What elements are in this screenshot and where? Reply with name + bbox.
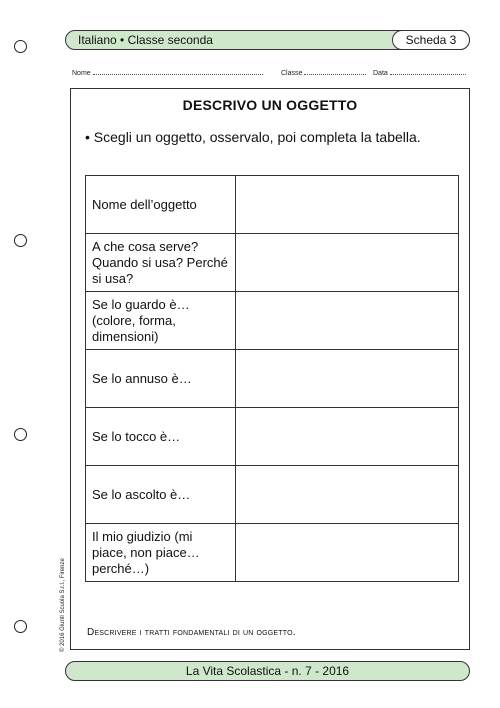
worksheet-panel: [70, 88, 470, 650]
binder-hole: [14, 40, 27, 53]
sheet-number-tab: Scheda 3: [392, 30, 470, 50]
row-label: A che cosa serve? Quando si usa? Perché si usa?: [86, 234, 236, 292]
date-blank[interactable]: [390, 68, 466, 75]
table-row: [86, 524, 459, 582]
binder-hole: [14, 620, 27, 633]
row-label: Se lo ascolto è…: [86, 466, 236, 524]
table-row: [86, 350, 459, 408]
binder-hole: [14, 234, 27, 247]
row-label: Se lo annuso è…: [86, 350, 236, 408]
subject-title: Italiano • Classe seconda: [78, 33, 213, 47]
table-row: [86, 176, 459, 234]
class-label: Classe: [281, 70, 303, 77]
header-bar: [65, 30, 470, 50]
row-label: Se lo tocco è…: [86, 408, 236, 466]
footer-bar: La Vita Scolastica - n. 7 - 2016: [65, 661, 470, 681]
table-row: [86, 292, 459, 350]
answer-cell[interactable]: [236, 176, 459, 234]
table-row: [86, 466, 459, 524]
worksheet-title: DESCRIVO UN OGGETTO: [182, 97, 358, 113]
date-field: [373, 68, 466, 77]
name-blank[interactable]: [93, 68, 263, 75]
answer-cell[interactable]: [236, 292, 459, 350]
answer-cell[interactable]: [236, 234, 459, 292]
row-label: Se lo guardo è… (colore, forma, dimensioni): [86, 292, 236, 350]
class-blank[interactable]: [304, 68, 366, 75]
answer-cell[interactable]: [236, 350, 459, 408]
table-row: [86, 234, 459, 292]
binder-hole: [14, 428, 27, 441]
answer-cell[interactable]: [236, 466, 459, 524]
name-field: [72, 68, 263, 77]
class-field: [281, 68, 366, 77]
answer-cell[interactable]: [236, 408, 459, 466]
observation-table: [85, 175, 459, 582]
name-label: Nome: [72, 70, 91, 77]
answer-cell[interactable]: [236, 524, 459, 582]
row-label: Nome dell’oggetto: [86, 176, 236, 234]
copyright-text: © 2016 Giunti Scuola S.r.l., Firenze: [60, 558, 66, 652]
table-row: [86, 408, 459, 466]
date-label: Data: [373, 70, 388, 77]
row-label: Il mio giudizio (mi piace, non piace… perché…): [86, 524, 236, 582]
instruction-text: • Scegli un oggetto, osservalo, poi completa la tabella.: [85, 129, 421, 145]
learning-objective: Descrivere i tratti fondamentali di un oggetto.: [87, 627, 296, 638]
